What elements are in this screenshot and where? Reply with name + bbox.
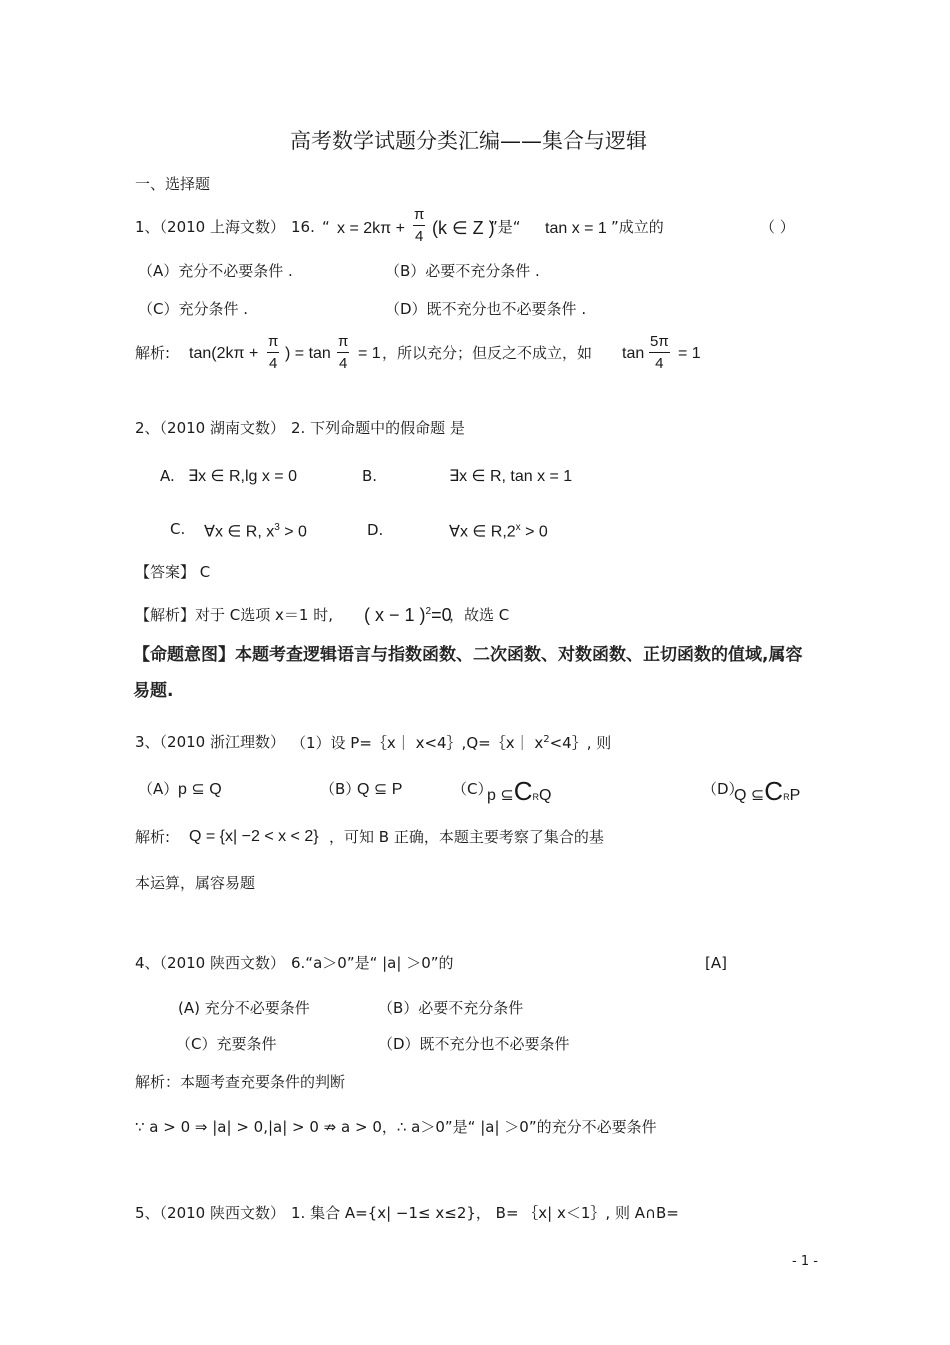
q1-analysis-tan2: tan	[622, 345, 645, 362]
q3-option-d-label: （D）	[702, 780, 744, 798]
q3-option-c-label: （C）	[452, 780, 493, 798]
q2-analysis-conclusion: ，故选 C	[449, 606, 510, 624]
q3-option-b-expr: Q ⊆ P	[357, 781, 403, 798]
q1-option-d: （D）既不充分也不必要条件 .	[385, 300, 587, 318]
q2-option-c-expr: ∀x ∈ R, $x^3 > 0$	[204, 522, 307, 541]
q1-quote-open: “	[322, 218, 330, 236]
q1-holds-text: ”成立的	[611, 218, 664, 236]
q3-stem: （1）设 P=｛x｜ x<4｝,Q=｛x｜ $x^2<4\}$, 则	[291, 734, 612, 752]
q4-option-a: (A) 充分不必要条件	[178, 999, 310, 1017]
q3-option-a-expr: p ⊆ Q	[178, 781, 222, 798]
q2-analysis-expr: ( x − 1 )$^2$=0	[364, 605, 452, 625]
q1-numerator: π	[413, 207, 425, 226]
q4-analysis: 解析：本题考查充要条件的判断	[135, 1073, 346, 1091]
q5-stem: 1. 集合 A={x| −1≤ x≤2}， B= ｛x| x＜1｝, 则 A∩B=	[291, 1204, 679, 1222]
q1-analysis-fraction-1: $\frac{\pi}{4}$	[268, 333, 279, 372]
q1-k-in-z: (k ∈ Z )	[432, 218, 495, 238]
q2-stem: 2. 下列命题中的假命题 是	[291, 419, 465, 437]
q1-x-expression: x = 2kπ +	[337, 220, 405, 237]
q3-label: 3、（2010 浙江理数）	[135, 733, 285, 751]
q1-label: 1、（2010 上海文数）	[135, 218, 285, 236]
q2-label: 2、（2010 湖南文数）	[135, 419, 285, 437]
q1-tan-expression: tan x = 1	[545, 220, 607, 237]
q2-option-b-label: B.	[362, 467, 378, 485]
q3-option-a-label: （A）	[138, 780, 179, 798]
q2-option-c-label: C.	[170, 520, 186, 538]
q3-option-b-label: （B）	[320, 780, 361, 798]
q3-analysis-expr: Q = {x| −2 < x < 2}	[189, 828, 319, 845]
q2-option-a-label: A.	[160, 467, 175, 485]
q1-analysis-label: 解析:	[135, 344, 171, 362]
q4-analysis-chain: ∵ a > 0 ⇒ |a| > 0,|a| > 0 ⇏ a > 0，∴ a＞0”是“ |a| ＞0”的充分不必要条件	[135, 1118, 657, 1136]
section-heading: 一、选择题	[135, 175, 211, 193]
q4-answer: [A]	[705, 954, 727, 972]
q4-label: 4、（2010 陕西文数）	[135, 954, 285, 972]
q3-option-d-expr: Q ⊆CRP	[734, 776, 801, 806]
q2-intent-line-1: 【命题意图】本题考查逻辑语言与指数函数、二次函数、对数函数、正切函数的值域,属容	[133, 645, 803, 665]
q1-analysis-close-tan: ) = tan	[285, 345, 331, 362]
q2-option-a-expr: ∃x ∈ R,lg x = 0	[188, 468, 297, 485]
q3-option-c-expr: p ⊆CRQ	[487, 776, 552, 806]
q1-option-c: （C）充分条件 .	[138, 300, 249, 318]
q2-option-d-expr: ∀x ∈ R,2$^x$ > 0	[449, 522, 548, 541]
q1-analysis-fraction-2: $\frac{\pi}{4}$	[338, 333, 349, 372]
q3-analysis-text: ，可知 B 正确，本题主要考察了集合的基	[329, 828, 604, 846]
q2-option-d-label: D.	[367, 521, 384, 539]
q1-option-a: （A）充分不必要条件 .	[138, 262, 293, 280]
q3-analysis-label: 解析:	[135, 828, 171, 846]
page-title: 高考数学试题分类汇编——集合与逻辑	[290, 129, 647, 153]
q1-denominator: 4	[415, 228, 424, 245]
q5-label: 5、（2010 陕西文数）	[135, 1204, 285, 1222]
q4-option-c: （C）充要条件	[176, 1035, 277, 1053]
q1-fraction-pi-4	[413, 207, 425, 244]
q4-stem: 6.“a＞0”是“ |a| ＞0”的	[291, 954, 454, 972]
q4-option-d: （D）既不充分也不必要条件	[378, 1035, 570, 1053]
q1-option-b: （B）必要不充分条件 .	[385, 262, 540, 280]
q1-analysis-eq1b: = 1	[678, 345, 701, 362]
q2-analysis-text: 【解析】对于 C选项 x＝1 时,	[135, 606, 333, 624]
q1-analysis-text: ，所以充分；但反之不成立，如	[382, 344, 593, 362]
q2-intent-line-2: 易题.	[133, 681, 174, 701]
q2-option-b-expr: ∃x ∈ R, tan x = 1	[449, 468, 573, 485]
q4-option-b: （B）必要不充分条件	[378, 999, 524, 1017]
q1-number: 16.	[291, 218, 315, 236]
q1-is-text: ”是“	[490, 218, 521, 236]
q2-answer: 【答案】 C	[135, 563, 211, 581]
q1-analysis-eq1: = 1	[358, 345, 381, 362]
q1-analysis-fraction-3: $\frac{5\pi}{4}$	[650, 333, 669, 372]
q1-analysis-tan-open: tan(2kπ +	[189, 345, 259, 362]
q3-analysis-text-2: 本运算，属容易题	[135, 874, 256, 892]
page-number: - 1 -	[792, 1254, 818, 1269]
q1-answer-blank: （ ）	[760, 218, 795, 236]
